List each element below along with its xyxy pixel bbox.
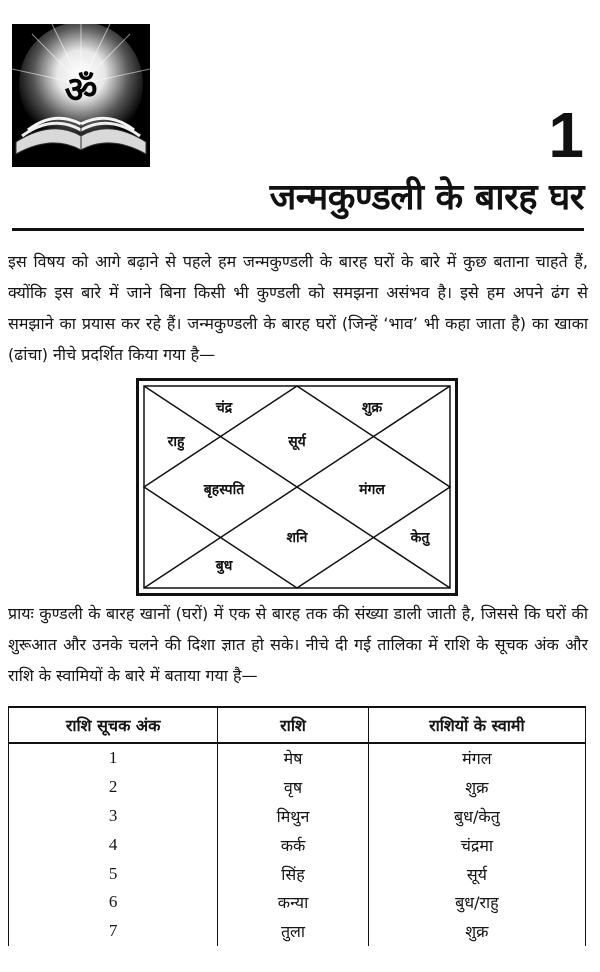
table-header-row (9, 707, 586, 743)
planet-shukra: शुक्र (361, 400, 383, 416)
om-book-icon (12, 24, 150, 167)
rashi-table-container (8, 706, 586, 946)
intro-paragraph: इस विषय को आगे बढ़ाने से पहले हम जन्मकुण्डली के बारह घरों के बारे में कुछ बताना चाहते हैं, क्योंकि इस बारे में जाने बिना किसी भी कुण्डली को समझना असंभव है। इसे हम अपने ढंग से समझाने का प्रयास कर रहे हैं। जन्मकुण्डली के बारह घरों (जिन्हें ‘भाव’ भी कहा जाता है) का खाका (ढांचा) नीचे प्रदर्शित किया गया है— (8, 252, 588, 364)
rashi-lord: सूर्य (368, 859, 585, 888)
om-glyph: ॐ (64, 70, 98, 111)
rashi-name: कर्क (218, 830, 368, 859)
header-rashi: राशि (218, 707, 368, 743)
rashi-lord: बुध/केतु (368, 802, 585, 831)
chapter-number: 1 (548, 99, 584, 171)
rashi-number: 4 (9, 830, 218, 859)
om-book-illustration (12, 24, 150, 167)
rashi-name: तुला (218, 917, 368, 946)
planet-mangal: मंगल (359, 482, 385, 498)
planet-brihaspati: बृहस्पति (203, 482, 245, 498)
rashi-name: मिथुन (218, 802, 368, 831)
table-row (9, 743, 586, 773)
title-underline (12, 228, 584, 231)
rashi-lord: चंद्रमा (368, 830, 585, 859)
table-row (9, 917, 586, 946)
kundli-chart (136, 378, 458, 596)
rashi-name: सिंह (218, 859, 368, 888)
rashi-number: 7 (9, 917, 218, 946)
kundli-grid (136, 378, 458, 596)
planet-rahu: राहु (167, 434, 185, 450)
rashi-table (8, 706, 586, 946)
planet-chandra: चंद्र (215, 400, 233, 416)
header-rashi-number: राशि सूचक अंक (9, 707, 218, 743)
header-rashi-lord: राशियों के स्वामी (368, 707, 585, 743)
rashi-name: मेष (218, 743, 368, 773)
rashi-lord: मंगल (368, 743, 585, 773)
rashi-number: 2 (9, 773, 218, 802)
planet-ketu: केतु (410, 530, 430, 546)
table-row (9, 830, 586, 859)
rashi-number: 3 (9, 802, 218, 831)
table-row (9, 773, 586, 802)
second-paragraph: प्रायः कुण्डली के बारह खानों (घरों) में एक से बारह तक की संख्या डाली जाती है, जिससे कि घरों की शुरूआत और उनके चलने की दिशा ज्ञात हो सके। नीचे दी गई तालिका में राशि के सूचक अंक और राशि के स्वामियों के बारे में बताया गया है— (8, 604, 588, 685)
table-row (9, 802, 586, 831)
rashi-name: कन्या (218, 888, 368, 917)
table-row (9, 888, 586, 917)
rashi-number: 1 (9, 743, 218, 773)
planet-surya: सूर्य (288, 434, 306, 450)
rashi-lord: शुक्र (368, 917, 585, 946)
rashi-lord: शुक्र (368, 773, 585, 802)
table-row (9, 859, 586, 888)
rashi-lord: बुध/राहु (368, 888, 585, 917)
planet-budh: बुध (215, 558, 233, 574)
rashi-number: 5 (9, 859, 218, 888)
rashi-number: 6 (9, 888, 218, 917)
chapter-title: जन्मकुण्डली के बारह घर (269, 177, 584, 218)
rashi-name: वृष (218, 773, 368, 802)
planet-shani: शनि (286, 530, 308, 546)
